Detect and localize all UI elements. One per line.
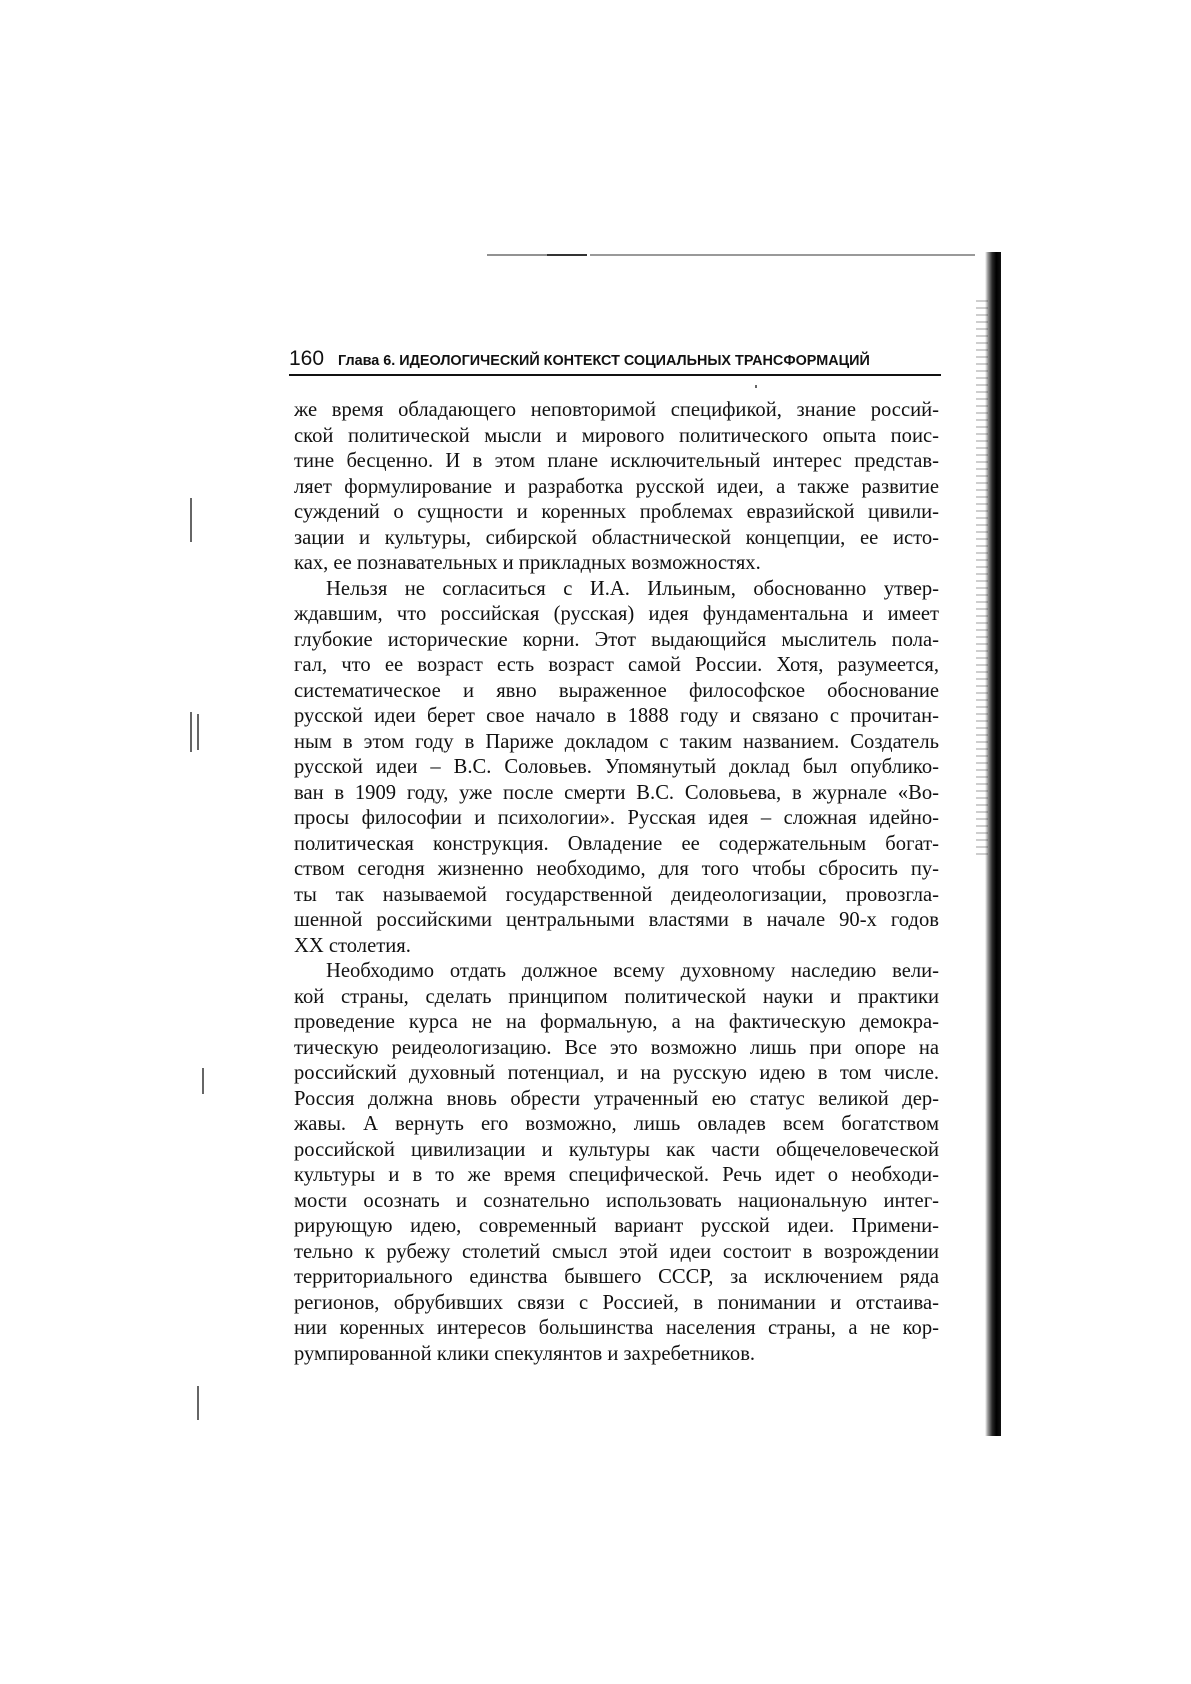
- margin-speck: [197, 1386, 199, 1420]
- text-line: Необходимо отдать должное всему духовному наследию вели-: [326, 960, 939, 982]
- text-line: тине бесценно. И в этом плане исключительный интерес представ-: [294, 450, 939, 472]
- top-rule: [487, 254, 547, 256]
- text-line: жавы. А вернуть его возможно, лишь овладев всем богатством: [294, 1113, 939, 1135]
- margin-speck: [197, 714, 199, 750]
- text-line: ты так называемой государственной деидеологизации, провозгла-: [294, 883, 939, 906]
- binding-edge-noise: [976, 300, 988, 860]
- text-line: тическую реидеологизацию. Все это возможно лишь при опоре на: [294, 1036, 939, 1059]
- text-line: ством сегодня жизненно необходимо, для того чтобы сбросить пу-: [294, 858, 939, 880]
- text-line: зации и культуры, сибирской областнической концепции, ее исто-: [294, 526, 939, 549]
- text-line: русской идеи берет свое начало в 1888 году и связано с прочитан-: [294, 705, 939, 727]
- text-line: ждавшим, что российская (русская) идея фундаментальна и имеет: [294, 603, 939, 625]
- top-rule: [590, 254, 975, 256]
- text-line: систематическое и явно выраженное философское обоснование: [294, 679, 939, 702]
- text-line: регионов, обрубивших связи с Россией, в понимании и отстаива-: [294, 1291, 939, 1314]
- text-line: территориального единства бывшего СССР, за исключением ряда: [294, 1266, 939, 1288]
- text-line: проведение курса не на формальную, а на фактическую демокра-: [294, 1011, 939, 1033]
- header-rule: [289, 374, 941, 376]
- chapter-title: Глава 6. ИДЕОЛОГИЧЕСКИЙ КОНТЕКСТ СОЦИАЛЬНЫХ ТРАНСФОРМАЦИЙ: [338, 353, 870, 369]
- text-line: ван в 1909 году, уже после смерти В.С. Соловьева, в журнале «Во-: [294, 781, 939, 804]
- text-line: ным в этом году в Париже докладом с таким названием. Создатель: [294, 730, 939, 753]
- running-header: [289, 347, 941, 371]
- margin-speck: [190, 712, 192, 752]
- text-line: же время обладающего неповторимой спецификой, знание россий-: [294, 399, 939, 421]
- text-line: ляет формулирование и разработка русской идеи, а также развитие: [294, 475, 939, 498]
- text-line: ской политической мысли и мирового политического опыта поис-: [294, 424, 939, 447]
- margin-speck: [202, 1068, 204, 1094]
- margin-speck: [755, 385, 757, 388]
- text-line: рирующую идею, современный вариант русской идеи. Примени-: [294, 1215, 939, 1237]
- text-line: мости осознать и сознательно использовать национальную интег-: [294, 1189, 939, 1212]
- text-line: кой страны, сделать принципом политической науки и практики: [294, 985, 939, 1008]
- body-text: [294, 398, 939, 1367]
- text-line: русской идеи – В.С. Соловьев. Упомянутый доклад был опублико-: [294, 756, 939, 778]
- text-line: Россия должна вновь обрести утраченный ею статус великой дер-: [294, 1087, 939, 1110]
- text-line: шенной российскими центральными властями в начале 90-х годов: [294, 909, 939, 931]
- text-line: XX столетия.: [294, 934, 411, 957]
- text-line: гал, что ее возраст есть возраст самой России. Хотя, разумеется,: [294, 654, 939, 676]
- text-line: Нельзя не согласиться с И.А. Ильиным, обоснованно утвер-: [326, 577, 939, 600]
- text-line: политическая конструкция. Овладение ее содержательным богат-: [294, 832, 939, 855]
- margin-speck: [190, 498, 192, 542]
- text-line: российский духовный потенциал, и на русскую идею в том числе.: [294, 1062, 939, 1084]
- text-line: просы философии и психологии». Русская идея – сложная идейно-: [294, 807, 939, 829]
- text-line: румпированной клики спекулянтов и захребетников.: [294, 1342, 756, 1365]
- text-line: культуры и в то же время специфической. Речь идет о необходи-: [294, 1164, 939, 1186]
- text-line: тельно к рубежу столетий смысл этой идеи состоит в возрождении: [294, 1240, 939, 1263]
- text-line: нии коренных интересов большинства населения страны, а не кор-: [294, 1317, 939, 1339]
- text-line: суждений о сущности и коренных проблемах евразийской цивили-: [294, 501, 939, 523]
- text-line: глубокие исторические корни. Этот выдающийся мыслитель пола-: [294, 628, 939, 651]
- top-rule: [547, 254, 587, 256]
- text-line: российской цивилизации и культуры как части общечеловеческой: [294, 1138, 939, 1161]
- page-number: 160: [289, 347, 325, 370]
- text-line: ках, ее познавательных и прикладных возможностях.: [294, 552, 761, 574]
